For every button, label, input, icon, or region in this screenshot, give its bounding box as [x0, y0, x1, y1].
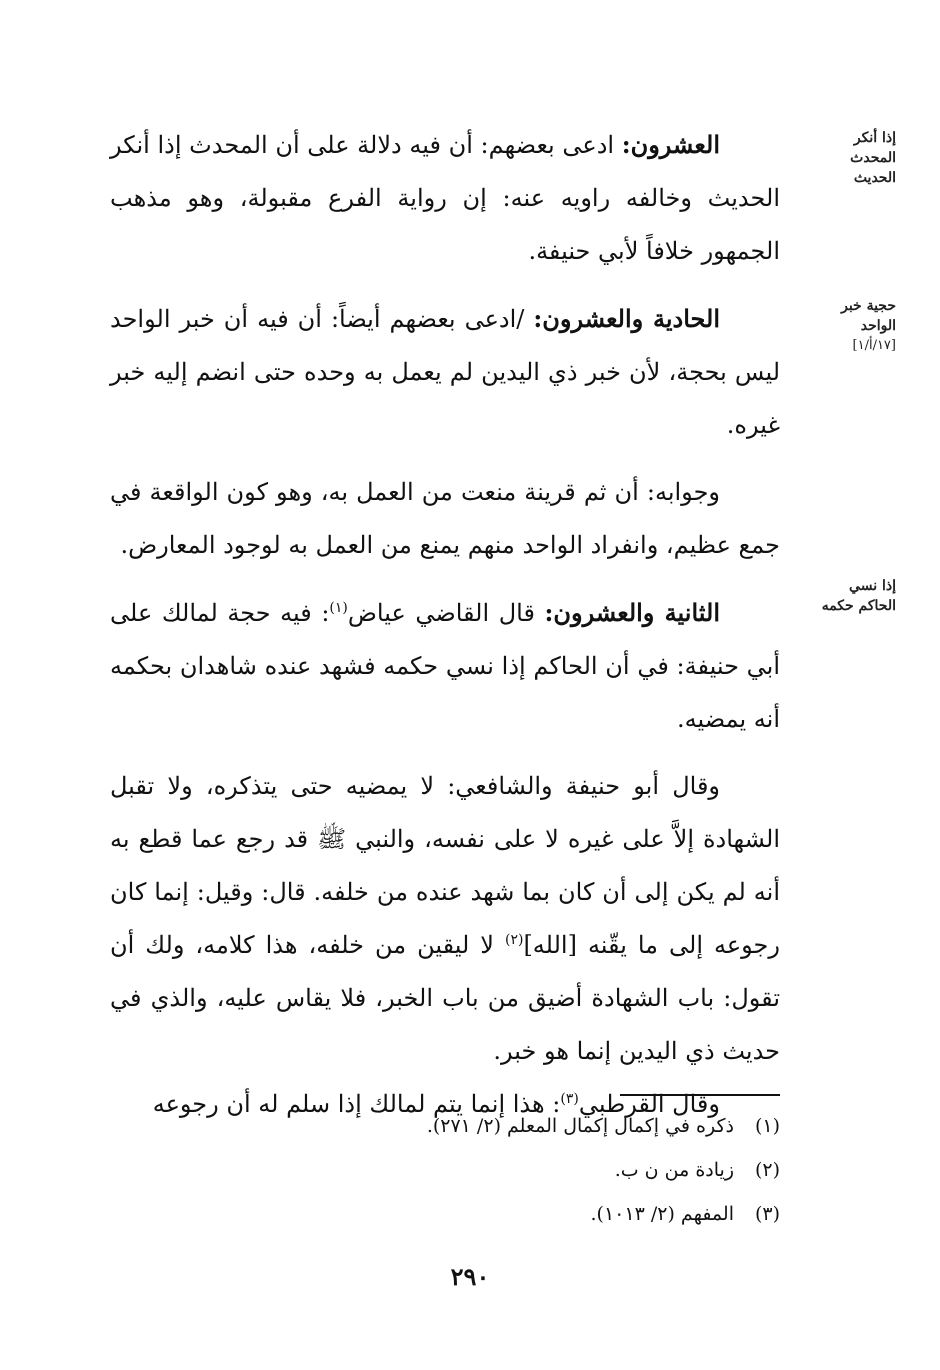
paragraph-4-text-b: : فيه حجة لمالك على أبي حنيفة: في أن الحاكم إذا نسي حكمه فشهد عنده شاهدان بحكمه أنه يمضيه. [110, 599, 780, 733]
paragraph-6-text-a: وقال القرطبي [578, 1090, 720, 1118]
paragraph-1-text: ادعى بعضهم: أن فيه دلالة على أن المحدث إذا أنكر الحديث وخالفه راويه عنه: إن رواية الفرع مقبولة، وهو مذهب الجمهور خلافاً لأبي حنيفة. [110, 131, 780, 265]
margin-note-2 [810, 296, 896, 356]
paragraph-1 [110, 118, 780, 278]
footnote-2-text: زيادة من ن ب. [614, 1159, 734, 1181]
footnote-3 [110, 1192, 780, 1236]
main-text [110, 118, 780, 1131]
paragraph-4-text-a: قال القاضي عياض [347, 599, 545, 627]
paragraph-4-lead: الثانية والعشرون: [544, 598, 721, 627]
paragraph-2-text: /ادعى بعضهم أيضاً: أن فيه أن خبر الواحد ليس بحجة، لأن خبر ذي اليدين لم يعمل به وحده حتى انضم إليه خبر غيره. [110, 305, 781, 439]
paragraph-2 [110, 292, 780, 452]
footnote-ref-1[interactable]: (١) [329, 600, 348, 616]
margin-note-1 [810, 128, 896, 188]
footnote-3-num: (٣) [754, 1203, 780, 1225]
paragraph-5-text-a: وقال أبو حنيفة والشافعي: لا يمضيه حتى يتذكره، ولا تقبل الشهادة إلاَّ على غيره لا على نفسه، والنبي ﷺ قد رجع عما قطع به أنه لم يكن إلى أن كان بما شهد عنده من خلفه. قال: وقيل: إنما كان رجوعه إلى ما يقّنه [الله] [110, 772, 780, 959]
footnote-2 [110, 1148, 780, 1192]
footnote-ref-3[interactable]: (٣) [560, 1091, 579, 1107]
margin-note-1-text: إذا أنكر المحدث الحديث [850, 130, 896, 186]
page-number: ٢٩٠ [450, 1262, 490, 1291]
paragraph-4 [110, 586, 780, 746]
paragraph-3 [110, 466, 780, 572]
margin-note-2-text: حجية خبر الواحد [841, 298, 896, 334]
margin-note-3 [810, 576, 896, 616]
margin-note-3-text: إذا نسي الحاكم حكمه [821, 578, 896, 614]
footnotes [110, 1104, 780, 1236]
paragraph-5-text-b: لا ليقين من خلفه، هذا كلامه، ولك أن تقول: باب الشهادة أضيق من باب الخبر، فلا يقاس عليه، والذي في حديث ذي اليدين إنما هو خبر. [110, 931, 780, 1065]
footnote-3-text: المفهم (٢/ ١٠١٣). [590, 1203, 734, 1225]
margin-notes [810, 0, 896, 1370]
paragraph-6-text-b: : هذا إنما يتم لمالك إذا سلم له أن رجوعه [152, 1090, 561, 1118]
paragraph-2-lead: الحادية والعشرون: [533, 304, 720, 333]
footnote-ref-2[interactable]: (٢) [504, 932, 524, 948]
margin-note-2-ref: [١٧/أ/١] [852, 338, 896, 353]
paragraph-3-text: وجوابه: أن ثم قرينة منعت من العمل به، وهو كون الواقعة في جمع عظيم، وانفراد الواحد منهم يمنع من العمل به لوجود المعارض. [110, 478, 780, 559]
footnote-1-text: ذكره في إكمال إكمال المعلم (٢/ ٢٧١). [426, 1115, 734, 1137]
footnote-divider [620, 1094, 780, 1096]
paragraph-1-lead: العشرون: [621, 130, 720, 159]
footnote-1 [110, 1104, 780, 1148]
footnote-1-num: (١) [754, 1115, 780, 1137]
footnote-2-num: (٢) [754, 1159, 780, 1181]
paragraph-5 [110, 760, 780, 1078]
